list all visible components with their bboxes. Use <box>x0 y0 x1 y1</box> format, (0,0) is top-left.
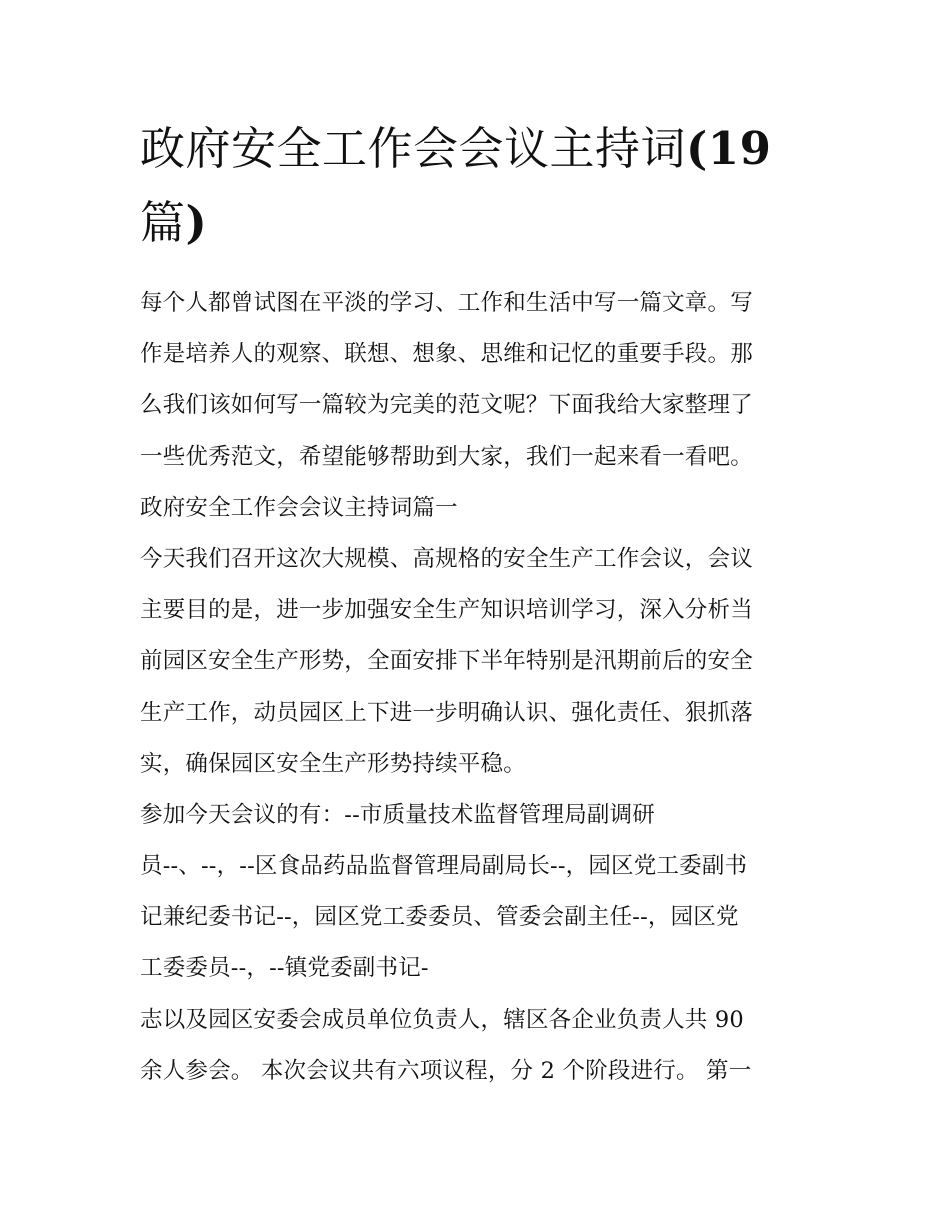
document-body <box>140 278 812 1097</box>
document-content <box>140 112 812 1097</box>
body-line: 主要目的是，进一步加强安全生产知识培训学习，深入分析当 <box>140 597 753 624</box>
title-count-part-2: ) <box>185 196 208 249</box>
title-line-1 <box>140 112 812 186</box>
body-line: 生产工作，动员园区上下进一步明确认识、强化责任、狠抓落 <box>140 699 753 726</box>
body-line: 志以及园区安委会成员单位负责人，辖区各企业负责人共 90 <box>140 1006 744 1033</box>
section-heading: 政府安全工作会会议主持词篇一 <box>140 494 458 521</box>
body-line: 前园区安全生产形势，全面安排下半年特别是汛期前后的安全 <box>140 648 753 675</box>
document-title <box>140 112 812 260</box>
body-line: 今天我们召开这次大规模、高规格的安全生产工作会议，会议 <box>140 545 753 572</box>
title-text-part-1: 政府安全工作会会议主持词 <box>140 122 687 175</box>
body-line: 工委委员--，--镇党委副书记- <box>140 955 429 982</box>
title-count-part-1: (19 <box>686 122 772 175</box>
title-line-2 <box>140 186 812 260</box>
body-line: 参加今天会议的有：--市质量技术监督管理局副调研 <box>140 801 656 828</box>
title-text-part-2: 篇 <box>140 196 186 249</box>
body-line: 余人参会。 本次会议共有六项议程，分 2 个阶段进行。 第一 <box>140 1057 752 1084</box>
body-line: 每个人都曾试图在平淡的学习、工作和生活中写一篇文章。写 <box>140 290 753 316</box>
body-line: 记兼纪委书记--，园区党工委委员、管委会副主任--，园区党 <box>140 904 739 931</box>
body-line: 员--、--，--区食品药品监督管理局副局长--，园区党工委副书 <box>140 853 748 880</box>
body-line: 一些优秀范文，希望能够帮助到大家，我们一起来看一看吧。 <box>140 443 753 470</box>
body-line: 作是培养人的观察、联想、想象、思维和记忆的重要手段。那 <box>140 341 753 368</box>
body-line: 么我们该如何写一篇较为完美的范文呢？下面我给大家整理了 <box>140 392 753 419</box>
body-line: 实，确保园区安全生产形势持续平稳。 <box>140 750 526 777</box>
